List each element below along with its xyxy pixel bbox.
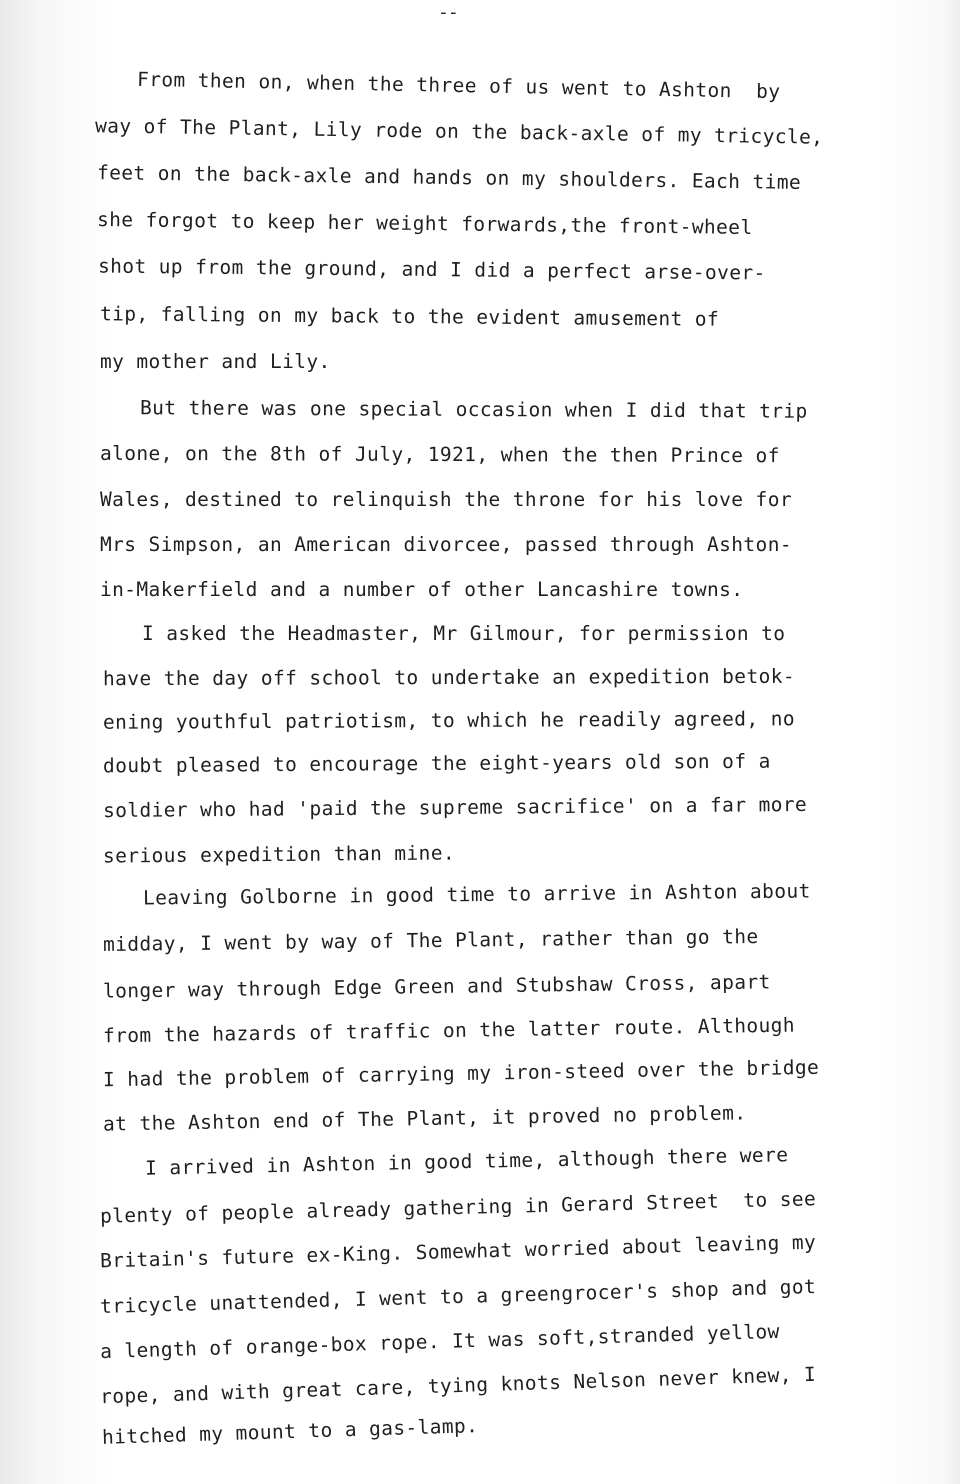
text-line: hitched my mount to a gas-lamp. xyxy=(101,1414,479,1449)
text-line: at the Ashton end of The Plant, it proved no problem. xyxy=(102,1101,747,1136)
text-line: she forgot to keep her weight forwards,the front-wheel xyxy=(96,207,753,240)
text-line: ening youthful patriotism, to which he readily agreed, no xyxy=(102,707,796,734)
text-line: way of The Plant, Lily rode on the back-axle of my tricycle, xyxy=(94,114,824,149)
text-line: in-Makerfield and a number of other Lancashire towns. xyxy=(100,578,744,601)
text-line: longer way through Edge Green and Stubshaw Cross, apart xyxy=(102,970,771,1003)
page-number: -- xyxy=(438,2,458,23)
text-line: feet on the back-axle and hands on my shoulders. Each time xyxy=(96,161,802,194)
text-line: Britain's future ex-King. Somewhat worried about leaving my xyxy=(99,1230,817,1273)
text-line: I had the problem of carrying my iron-steed over the bridge xyxy=(102,1055,820,1092)
text-line: midday, I went by way of The Plant, rather than go the xyxy=(102,924,759,957)
text-line: I asked the Headmaster, Mr Gilmour, for permission to xyxy=(142,622,786,645)
text-line: tip, falling on my back to the evident amusement of xyxy=(99,302,720,331)
text-line: doubt pleased to encourage the eight-years old son of a xyxy=(102,749,771,778)
text-line: rope, and with great care, tying knots Nelson never knew, I xyxy=(99,1362,817,1409)
text-line: alone, on the 8th of July, 1921, when the then Prince of xyxy=(99,441,780,468)
text-line: From then on, when the three of us went to Ashton by xyxy=(136,67,781,104)
text-line: But there was one special occasion when I did that trip xyxy=(139,396,808,423)
text-line: Wales, destined to relinquish the throne for his love for xyxy=(100,488,792,511)
text-line: a length of orange-box rope. It was soft,stranded yellow xyxy=(99,1319,781,1364)
text-line: Leaving Golborne in good time to arrive in Ashton about xyxy=(142,879,811,910)
text-line: serious expedition than mine. xyxy=(102,841,456,868)
text-line: shot up from the ground, and I did a perfect arse-over- xyxy=(97,254,766,285)
text-line: tricycle unattended, I went to a greengrocer's shop and got xyxy=(99,1275,817,1318)
text-line: from the hazards of traffic on the latter route. Although xyxy=(102,1013,796,1048)
text-line: Mrs Simpson, an American divorcee, passed through Ashton- xyxy=(100,533,792,556)
text-line: plenty of people already gathering in Gerard Street to see xyxy=(99,1187,817,1228)
text-line: soldier who had 'paid the supreme sacrifice' on a far more xyxy=(102,792,808,823)
text-line: have the day off school to undertake an expedition betok- xyxy=(102,664,796,691)
text-line: my mother and Lily. xyxy=(100,350,331,373)
text-line: I arrived in Ashton in good time, although there were xyxy=(144,1143,789,1180)
